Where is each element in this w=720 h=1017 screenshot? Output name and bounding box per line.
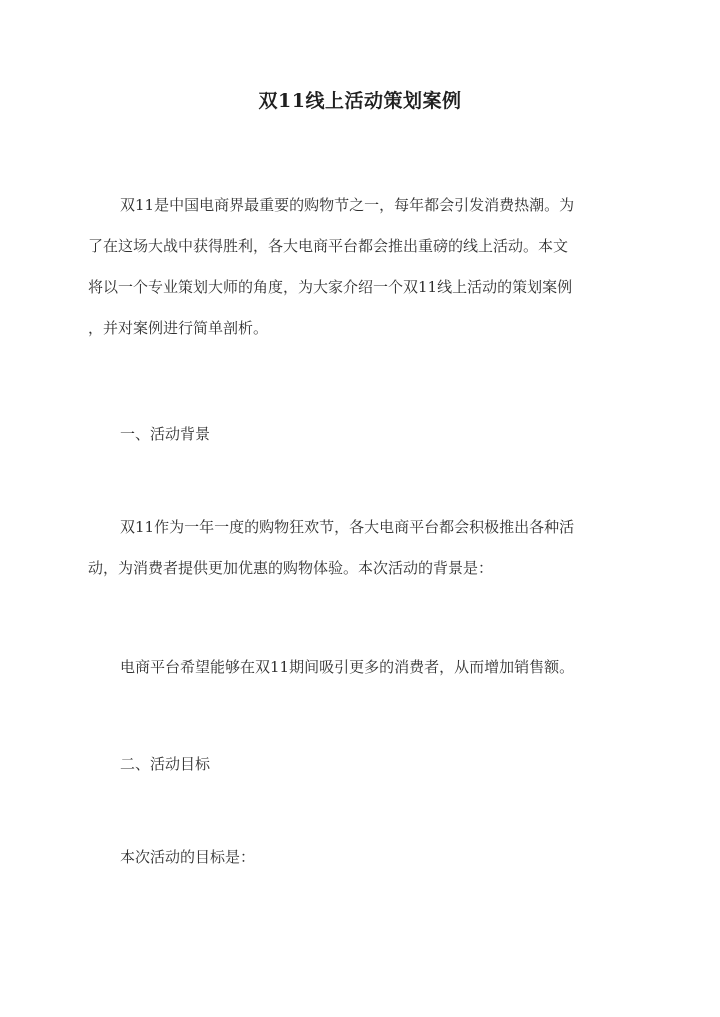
section2-p1-line-1: 本次活动的目标是： (120, 848, 256, 866)
intro-line-4: ，并对案例进行简单剖析。 (88, 319, 269, 337)
section1-p2-line-1: 电商平台希望能够在双11期间吸引更多的消费者，从而增加销售额。 (120, 658, 575, 676)
section1-paragraph-1 (88, 507, 636, 589)
intro-line-3: 将以一个专业策划大师的角度，为大家介绍一个双11线上活动的策划案例 (88, 278, 573, 296)
section1-p1-line-1: 双11作为一年一度的购物狂欢节，各大电商平台都会积极推出各种活 (120, 518, 575, 536)
intro-line-2: 了在这场大战中获得胜利，各大电商平台都会推出重磅的线上活动。本文 (88, 237, 569, 255)
section2-heading: 二、活动目标 (120, 755, 211, 773)
document-title: 双11线上活动策划案例 (258, 90, 462, 112)
section2-paragraph-1 (88, 837, 636, 878)
intro-paragraph (88, 185, 636, 349)
section1-heading: 一、活动背景 (120, 425, 211, 443)
intro-line-1: 双11是中国电商界最重要的购物节之一，每年都会引发消费热潮。为 (120, 196, 575, 214)
section1-paragraph-2 (88, 647, 636, 688)
section1-p1-line-2: 动，为消费者提供更加优惠的购物体验。本次活动的背景是： (88, 559, 494, 577)
